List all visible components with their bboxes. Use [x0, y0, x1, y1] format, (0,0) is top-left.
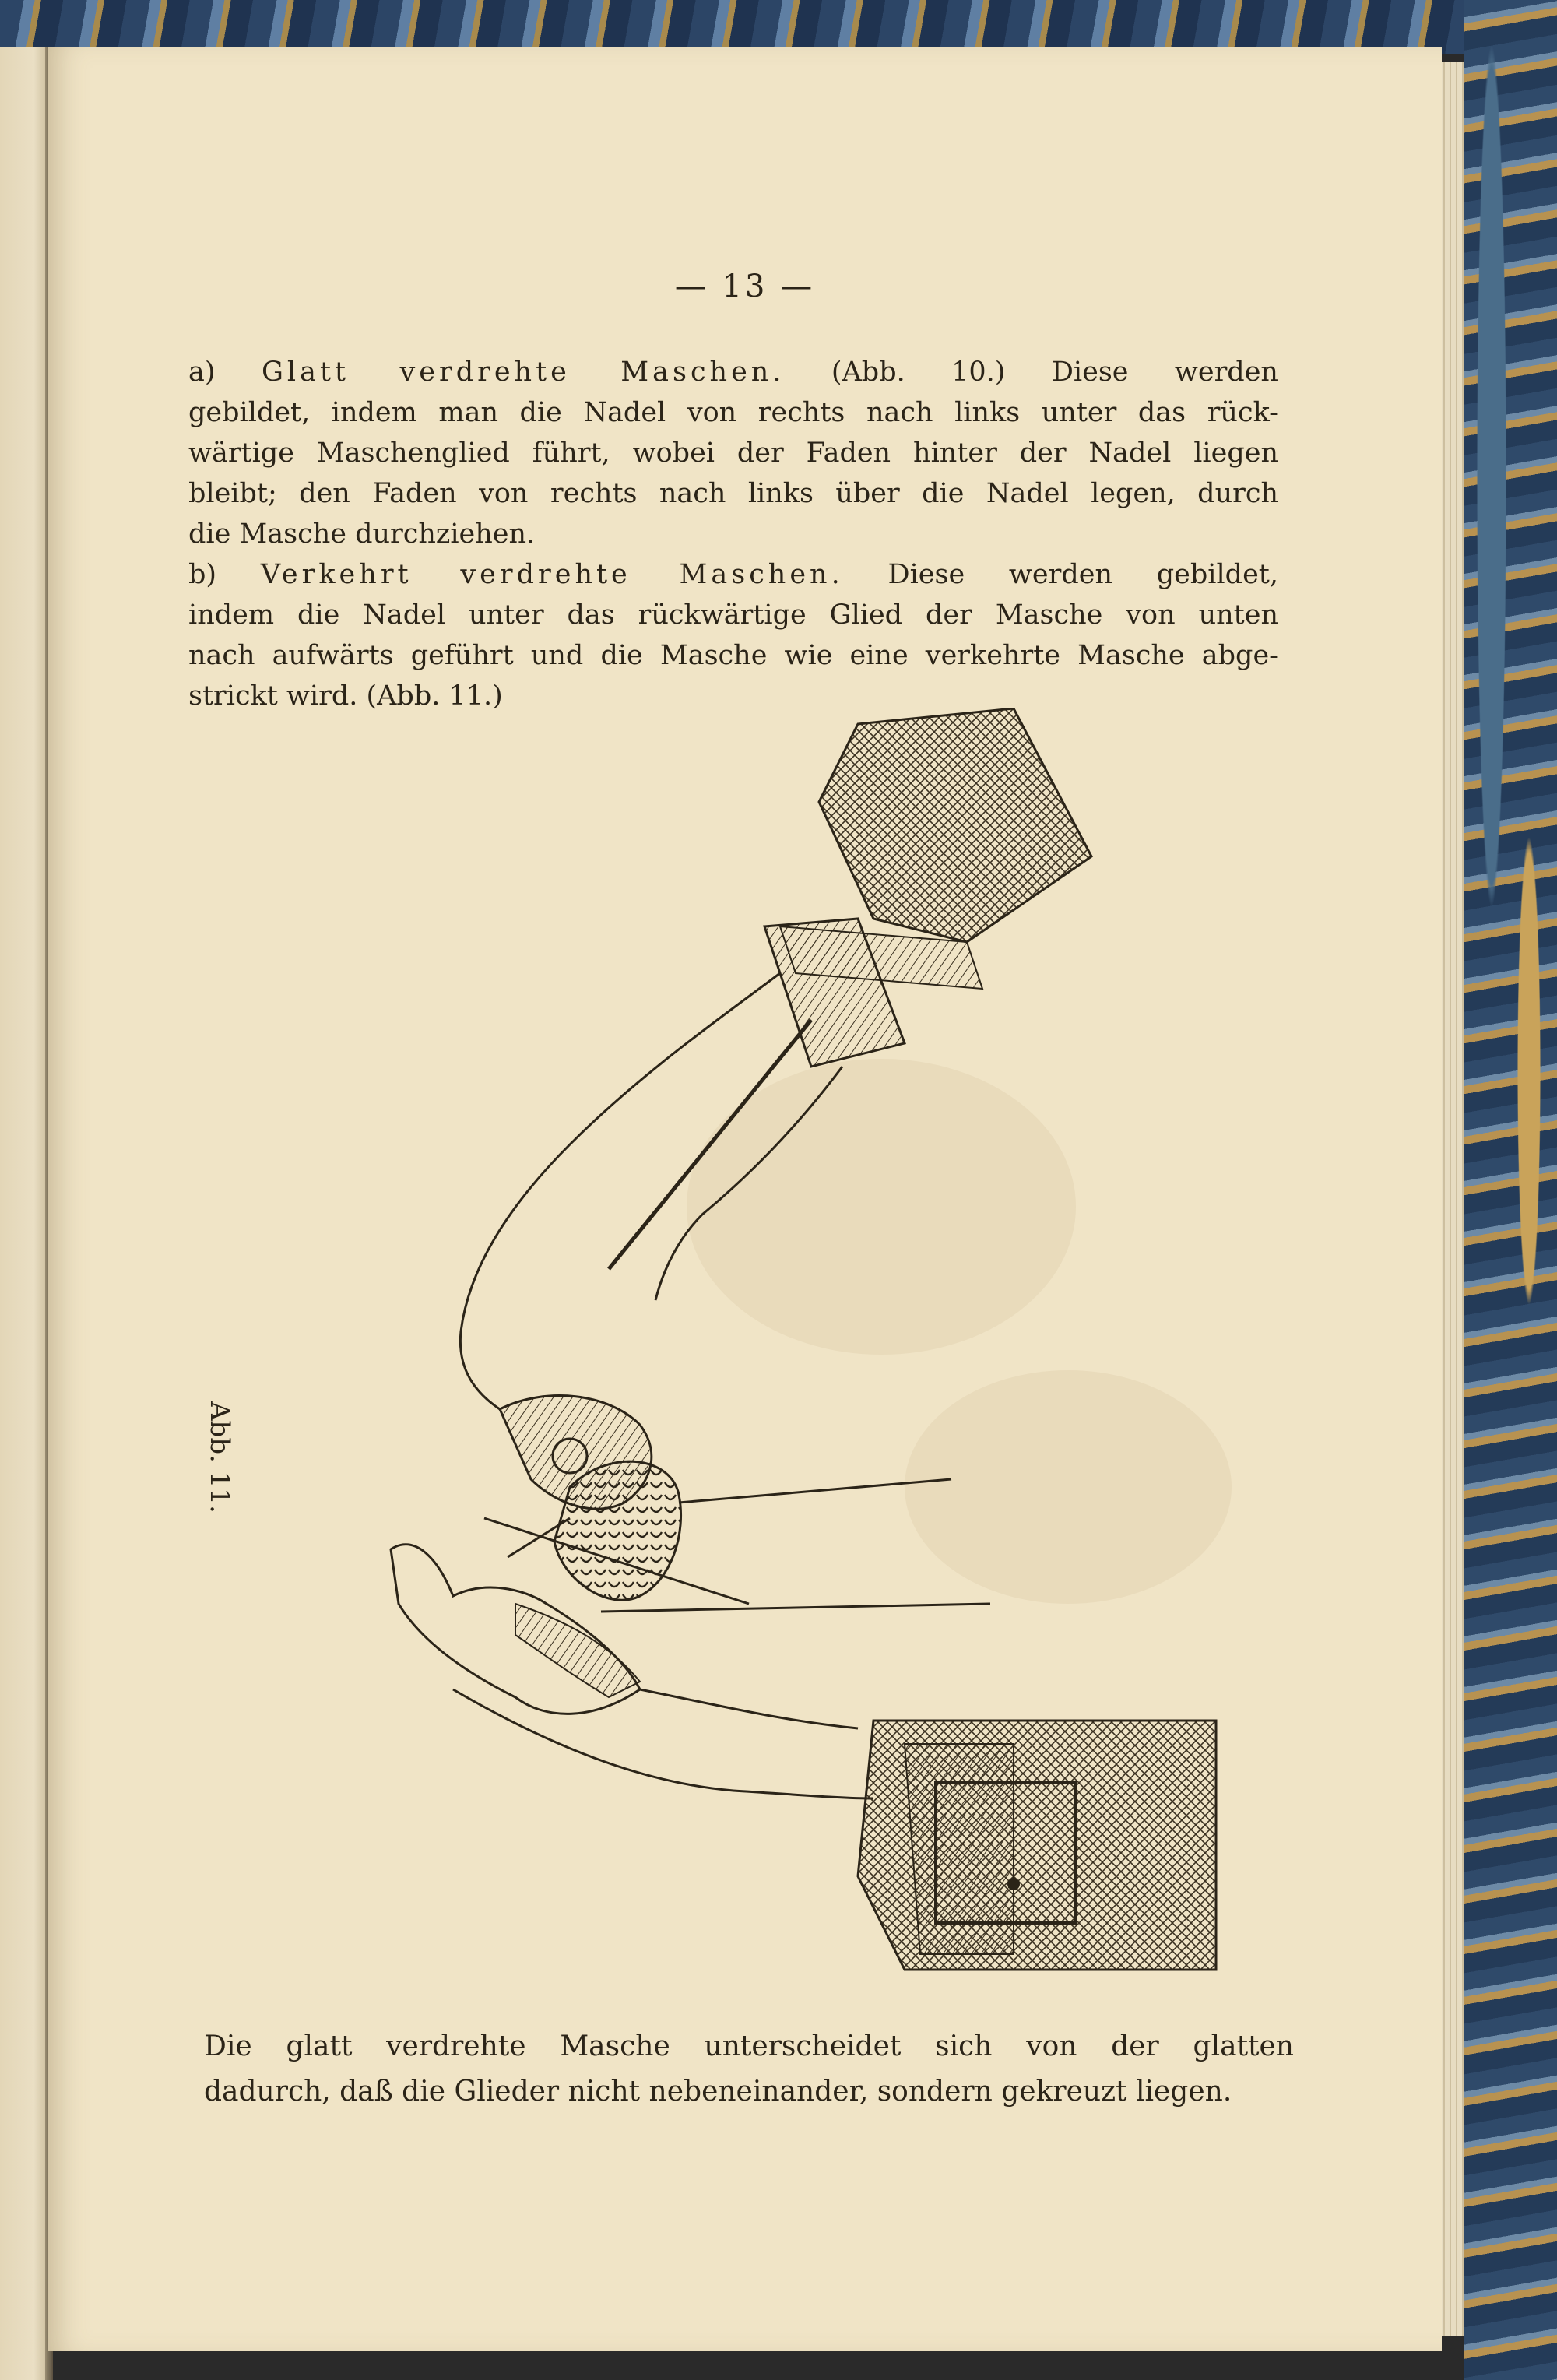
paragraph-line: wärtige Maschenglied führt, wobei der Faden hinter der Nadel liegen	[188, 438, 1278, 469]
figure-caption	[204, 2024, 1294, 2115]
section-heading: Glatt verdrehte Maschen.	[261, 357, 786, 388]
paragraph-line: die Masche durchziehen.	[188, 519, 536, 550]
line-rest: (Abb. 10.) Diese werden	[831, 357, 1278, 388]
lower-sleeve	[858, 1721, 1216, 1970]
knitting-hands-illustration	[313, 708, 1247, 1993]
upper-sleeve	[764, 708, 1091, 1067]
marbled-cover	[1464, 0, 1557, 2380]
lower-arm	[453, 1689, 873, 1798]
caption-line: Die glatt verdrehte Masche unterscheidet sich von der glatten	[204, 2030, 1294, 2062]
book-page	[48, 47, 1442, 2351]
paragraph-line: gebildet, indem man die Nadel von rechts nach links unter das rück-	[188, 397, 1278, 428]
section-heading: Verkehrt verdrehte Maschen.	[260, 559, 844, 590]
paragraph-verkehrt-verdrehte	[188, 554, 1278, 716]
upper-arm	[460, 973, 842, 1409]
paragraph-line: indem die Nadel unter das rückwärtige Glied der Masche von unten	[188, 599, 1278, 631]
list-label: b)	[188, 559, 217, 590]
figure-label: Abb. 11.	[204, 1401, 235, 1513]
page-number: — 13 —	[674, 269, 816, 304]
paragraph-line	[188, 352, 1278, 392]
knitted-piece	[554, 1461, 681, 1600]
line-rest: Diese werden gebildet,	[887, 559, 1278, 590]
paragraph-line: strickt wird. (Abb. 11.)	[188, 680, 503, 712]
caption-line: dadurch, daß die Glieder nicht nebeneinander, sondern gekreuzt liegen.	[204, 2076, 1232, 2108]
paragraph-line: nach aufwärts geführt und die Masche wie eine verkehrte Masche abge-	[188, 640, 1278, 671]
left-page-edge	[0, 47, 48, 2380]
list-label: a)	[188, 357, 216, 388]
paragraph-line	[188, 554, 1278, 595]
paragraph-line: bleibt; den Faden von rechts nach links über die Nadel legen, durch	[188, 478, 1278, 509]
paragraph-glatt-verdrehte	[188, 352, 1278, 554]
